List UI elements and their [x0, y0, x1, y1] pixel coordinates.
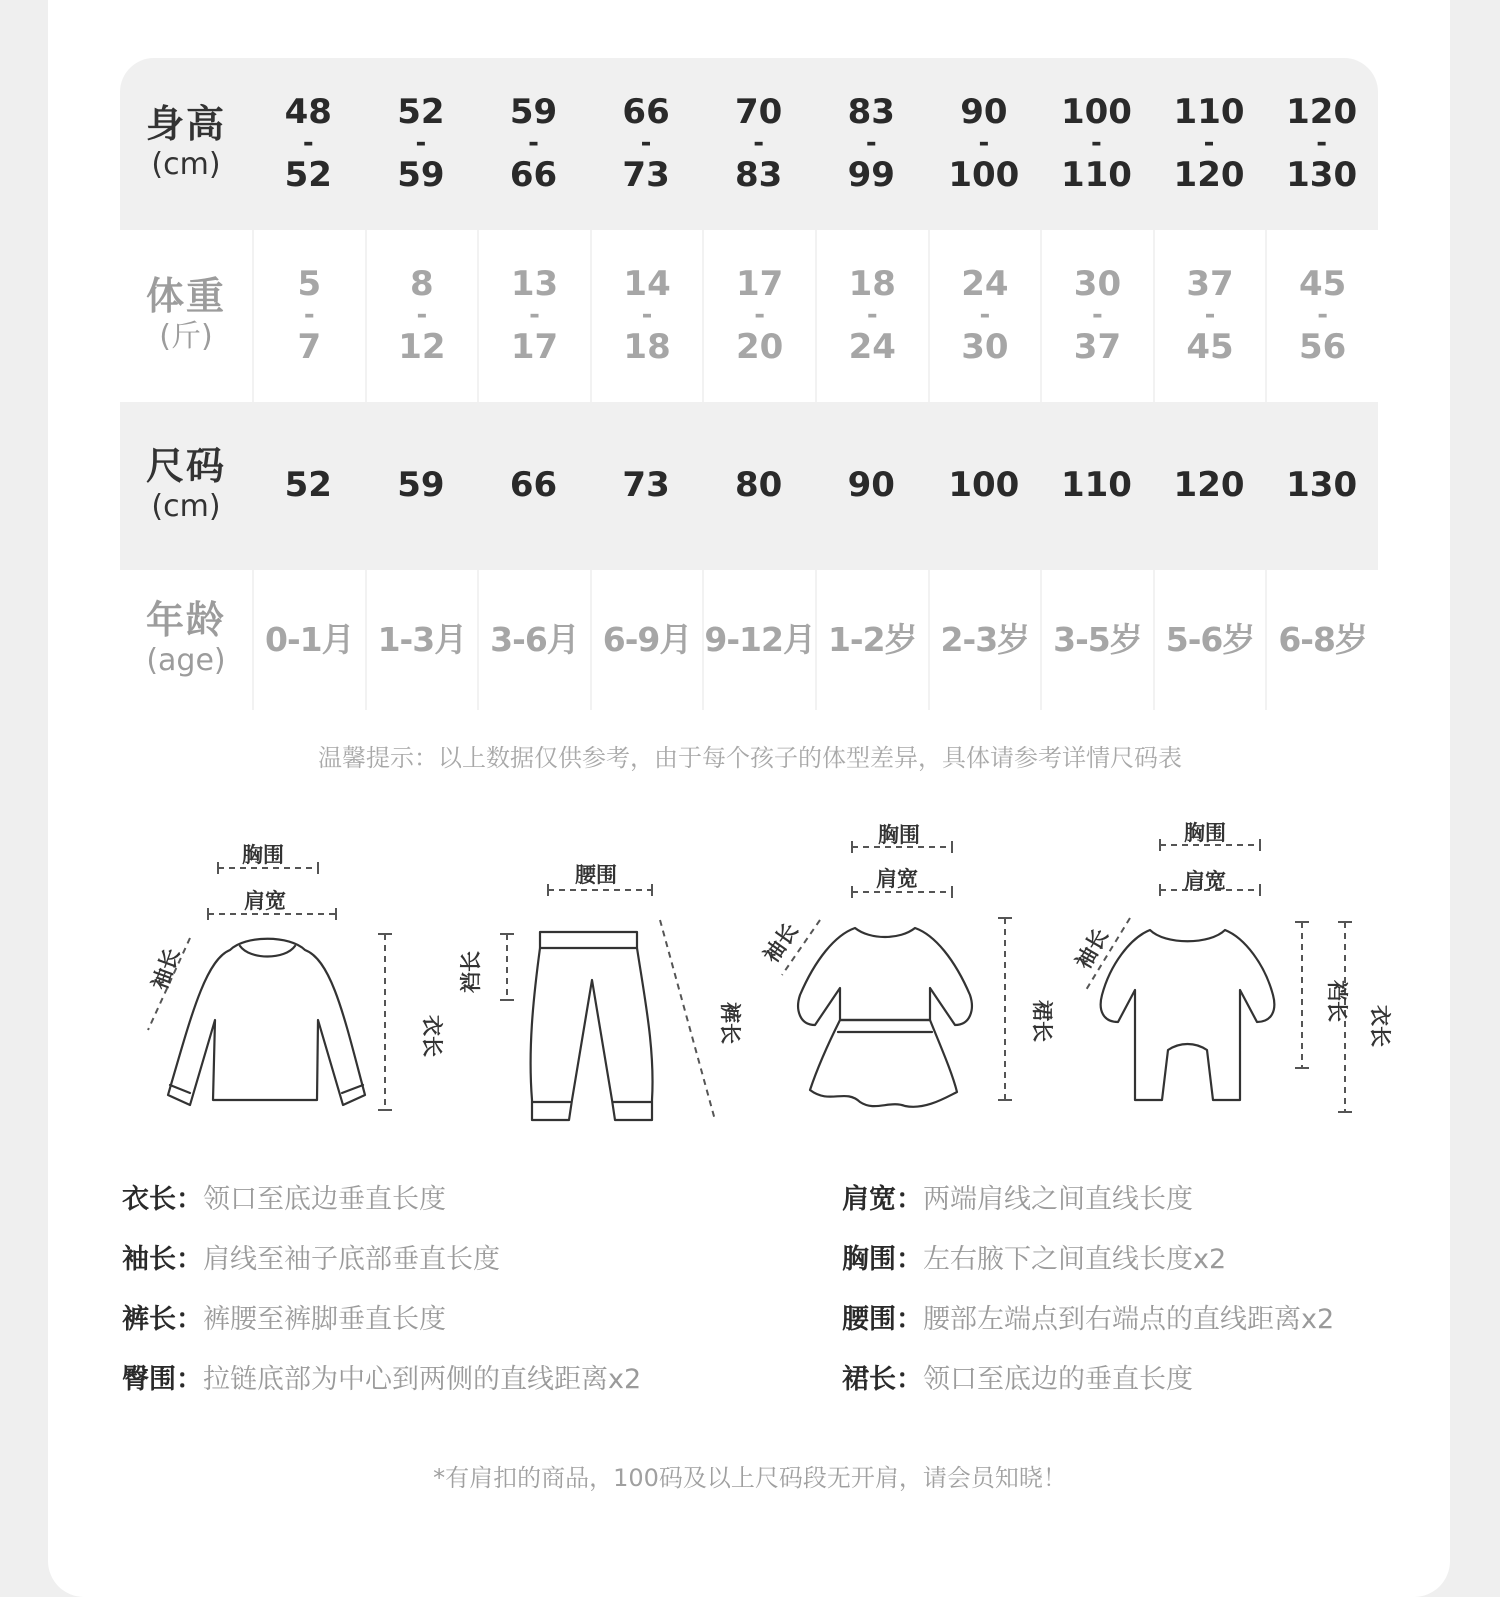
- weight-cell: [702, 230, 815, 402]
- height-min: 100: [1060, 92, 1132, 133]
- range-dash: -: [302, 128, 314, 159]
- height-max: 110: [1060, 154, 1132, 195]
- range-dash: -: [865, 128, 877, 159]
- label-crotch-2: 裆长: [1325, 980, 1349, 1022]
- label-sleeve-3: 袖长: [1071, 924, 1113, 974]
- weight-min: 37: [1186, 264, 1234, 305]
- weight-min: 17: [736, 264, 784, 305]
- weight-min: 45: [1298, 264, 1347, 305]
- size-table: [120, 58, 1378, 710]
- height-max: 99: [847, 154, 895, 195]
- size-cell: 130: [1286, 465, 1358, 506]
- height-cell: [365, 58, 478, 230]
- height-min: 66: [622, 92, 670, 133]
- weight-max: 18: [623, 326, 671, 367]
- label-shoulder-2: 肩宽: [876, 867, 918, 891]
- height-cell: [252, 58, 365, 230]
- weight-cell: [1153, 230, 1266, 402]
- height-max: 59: [397, 154, 445, 195]
- definition-item: 衣长：领口至底边垂直长度: [122, 1184, 446, 1215]
- weight-max: 56: [1298, 326, 1347, 367]
- age-cell: 1-3月: [365, 570, 478, 710]
- age-header: 年龄 (age): [145, 598, 226, 679]
- weight-min: 18: [848, 264, 896, 305]
- age-cell: 6-9月: [590, 570, 703, 710]
- range-dash: -: [1316, 128, 1328, 159]
- height-max: 73: [622, 154, 670, 195]
- range-dash: -: [753, 128, 765, 159]
- definition-item: 肩宽：两端肩线之间直线长度: [842, 1184, 1193, 1215]
- label-chest-2: 胸围: [878, 823, 920, 847]
- size-cell: 100: [948, 465, 1020, 506]
- range-dash: -: [416, 300, 428, 331]
- definitions-right: [842, 1178, 1334, 1418]
- definition-item: 袖长：肩线至袖子底部垂直长度: [122, 1244, 500, 1275]
- garment-diagrams: [0, 810, 1500, 1160]
- range-dash: -: [1091, 128, 1102, 159]
- weight-cell: [928, 230, 1041, 402]
- height-min: 120: [1286, 92, 1358, 133]
- shirt-icon: [168, 939, 365, 1105]
- range-dash: -: [528, 128, 539, 159]
- height-cell: [928, 58, 1041, 230]
- height-min: 110: [1173, 92, 1245, 133]
- size-tip: 温馨提示：以上数据仅供参考，由于每个孩子的体型差异，具体请参考详情尺码表: [318, 744, 1182, 772]
- size-row: [120, 402, 1378, 570]
- weight-cell: [815, 230, 928, 402]
- weight-min: 13: [510, 264, 559, 305]
- height-min: 48: [284, 92, 332, 133]
- age-cell: 1-2岁: [815, 570, 928, 710]
- definition-item: 裤长：裤腰至裤脚垂直长度: [122, 1304, 446, 1335]
- range-dash: -: [1092, 300, 1103, 331]
- label-pants-length: 裤长: [718, 1002, 742, 1044]
- size-cell: 52: [284, 465, 332, 506]
- height-min: 70: [735, 92, 783, 133]
- weight-min: 8: [410, 264, 434, 305]
- shoulder-button-note: *有肩扣的商品，100码及以上尺码段无开肩，请会员知晓！: [433, 1464, 1067, 1492]
- definition-item: 胸围：左右腋下之间直线长度x2: [842, 1244, 1227, 1275]
- height-cell: [477, 58, 590, 230]
- height-max: 52: [284, 154, 332, 195]
- height-min: 52: [397, 92, 445, 133]
- age-cell: 2-3岁: [928, 570, 1041, 710]
- weight-cell: [477, 230, 590, 402]
- size-cell: 120: [1173, 465, 1245, 506]
- height-min: 90: [960, 92, 1008, 133]
- range-dash: -: [1204, 300, 1216, 331]
- label-top-length-1: 衣长: [420, 1015, 444, 1057]
- height-max: 130: [1286, 154, 1358, 195]
- weight-cell: [1040, 230, 1153, 402]
- label-waist: 腰围: [575, 863, 617, 887]
- height-max: 83: [735, 154, 783, 195]
- label-shoulder-3: 肩宽: [1184, 869, 1226, 893]
- weight-min: 5: [297, 264, 322, 305]
- weight-max: 45: [1186, 326, 1234, 367]
- weight-header: 体重 (斤): [145, 274, 226, 355]
- age-cell: 6-8岁: [1265, 570, 1378, 710]
- age-cell: 3-5岁: [1040, 570, 1153, 710]
- label-chest-3: 胸围: [1184, 821, 1226, 845]
- definition-item: 腰围：腰部左端点到右端点的直线距离x2: [842, 1304, 1335, 1335]
- range-dash: -: [415, 128, 427, 159]
- range-dash: -: [529, 300, 540, 331]
- height-row: [120, 58, 1378, 230]
- range-dash: -: [979, 300, 991, 331]
- weight-cell: [1265, 230, 1378, 402]
- size-cell: 110: [1060, 465, 1132, 506]
- age-cell: 9-12月: [702, 570, 815, 710]
- size-cell: 59: [397, 465, 445, 506]
- weight-max: 37: [1073, 326, 1122, 367]
- range-dash: -: [866, 300, 878, 331]
- weight-cell: [365, 230, 478, 402]
- range-dash: -: [1203, 128, 1215, 159]
- age-cell: 3-6月: [477, 570, 590, 710]
- size-cell: 66: [509, 465, 558, 506]
- height-cell: [702, 58, 815, 230]
- definitions-left: [122, 1178, 641, 1418]
- label-top-length-2: 衣长: [1368, 1005, 1392, 1047]
- range-dash: -: [1317, 300, 1329, 331]
- weight-cell: [252, 230, 365, 402]
- label-sleeve-2: 袖长: [759, 918, 803, 968]
- range-dash: -: [754, 300, 766, 331]
- label-skirt-length: 裙长: [1030, 1000, 1054, 1042]
- weight-min: 14: [623, 264, 671, 305]
- height-header: 身高 (cm): [145, 102, 226, 183]
- label-crotch-1: 裆长: [459, 951, 483, 993]
- age-cell: 0-1月: [252, 570, 365, 710]
- height-cell: [1040, 58, 1153, 230]
- weight-max: 20: [736, 326, 784, 367]
- definition-item: 臀围：拉链底部为中心到两侧的直线距离x2: [122, 1364, 642, 1395]
- height-max: 100: [948, 154, 1020, 195]
- label-chest-1: 胸围: [242, 843, 284, 867]
- weight-max: 30: [961, 326, 1009, 367]
- height-cell: [1265, 58, 1378, 230]
- garment-diagrams-svg: [0, 810, 1500, 1160]
- range-dash: -: [303, 300, 315, 331]
- range-dash: -: [640, 128, 652, 159]
- weight-max: 12: [398, 326, 446, 367]
- definition-item: 裙长：领口至底边的垂直长度: [842, 1364, 1193, 1395]
- weight-max: 7: [297, 326, 322, 367]
- weight-min: 24: [961, 264, 1009, 305]
- range-dash: -: [978, 128, 990, 159]
- dress-icon: [798, 928, 972, 1107]
- weight-min: 30: [1073, 264, 1122, 305]
- label-sleeve-1: 袖长: [147, 945, 185, 993]
- height-max: 66: [509, 154, 558, 195]
- weight-max: 24: [848, 326, 896, 367]
- size-cell: 80: [735, 465, 783, 506]
- age-row: [120, 570, 1378, 710]
- age-cell: 5-6岁: [1153, 570, 1266, 710]
- height-min: 83: [847, 92, 895, 133]
- height-cell: [1153, 58, 1266, 230]
- height-cell: [815, 58, 928, 230]
- weight-max: 17: [510, 326, 559, 367]
- weight-row: [120, 230, 1378, 402]
- size-cell: 90: [847, 465, 895, 506]
- label-shoulder-1: 肩宽: [244, 889, 286, 913]
- size-cell: 73: [622, 465, 670, 506]
- pants-icon: [531, 932, 653, 1120]
- weight-cell: [590, 230, 703, 402]
- size-header: 尺码 (cm): [145, 444, 226, 525]
- range-dash: -: [641, 300, 653, 331]
- height-max: 120: [1173, 154, 1245, 195]
- romper-icon: [1101, 930, 1275, 1100]
- height-min: 59: [509, 92, 558, 133]
- height-cell: [590, 58, 703, 230]
